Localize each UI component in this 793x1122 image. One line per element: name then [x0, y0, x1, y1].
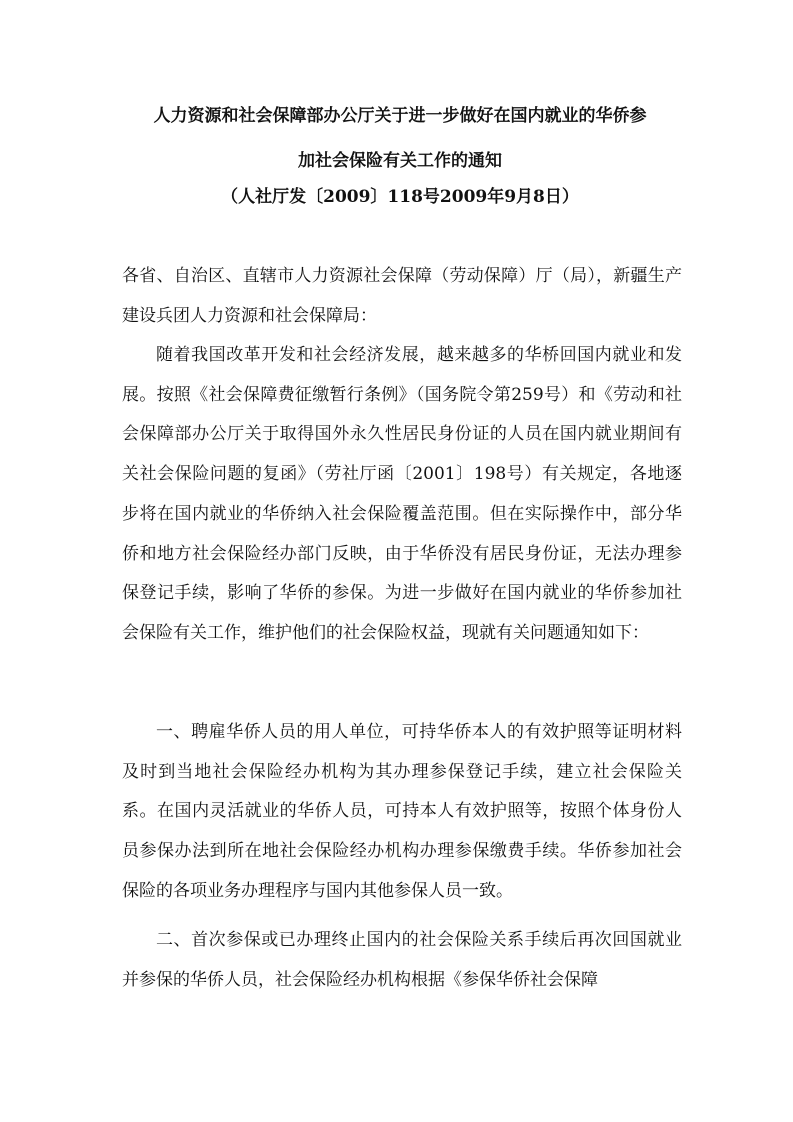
salutation: 各省、自治区、直辖市人力资源社会保障（劳动保障）厅（局），新疆生产建设兵团人力资源和社会保障局：	[122, 266, 682, 326]
paragraph-intro: 随着我国改革开发和社会经济发展，越来越多的华桥回国内就业和发展。按照《社会保障费征缴暂行条例》（国务院令第259号）和《劳动和社会保障部办公厅关于取得国外永久性居民身份证的人员在国内就业期间有关社会保险问题的复函》（劳社厅函〔2001〕198号）有关规定，各地逐步将在国内就业的华侨纳入社会保险覆盖范围。但在实际操作中，部分华侨和地方社会保险经办部门反映，由于华侨没有居民身份证，无法办理参保登记手续，影响了华侨的参保。为进一步做好在国内就业的华侨参加社会保险有关工作，维护他们的社会保险权益，现就有关问题通知如下：	[122, 345, 682, 643]
document-number: （人社厅发〔2009〕118号2009年9月8日）	[221, 187, 579, 207]
paragraph-item-2: 二、首次参保或已办理终止国内的社会保险关系手续后再次回国就业并参保的华侨人员，社会保险经办机构根据《参保华侨社会保障	[122, 930, 682, 990]
paragraph-item-1: 一、聘雇华侨人员的用人单位，可持华侨本人的有效护照等证明材料及时到当地社会保险经办机构为其办理参保登记手续，建立社会保险关系。在国内灵活就业的华侨人员，可持本人有效护照等，按照个体身份人员参保办法到所在地社会保险经办机构办理参保缴费手续。华侨参加社会保险的各项业务办理程序与国内其他参保人员一致。	[122, 722, 682, 901]
document-title-line-1: 人力资源和社会保障部办公厅关于进一步做好在国内就业的华侨参	[153, 106, 647, 126]
document-title-line-2: 加社会保险有关工作的通知	[298, 151, 502, 171]
